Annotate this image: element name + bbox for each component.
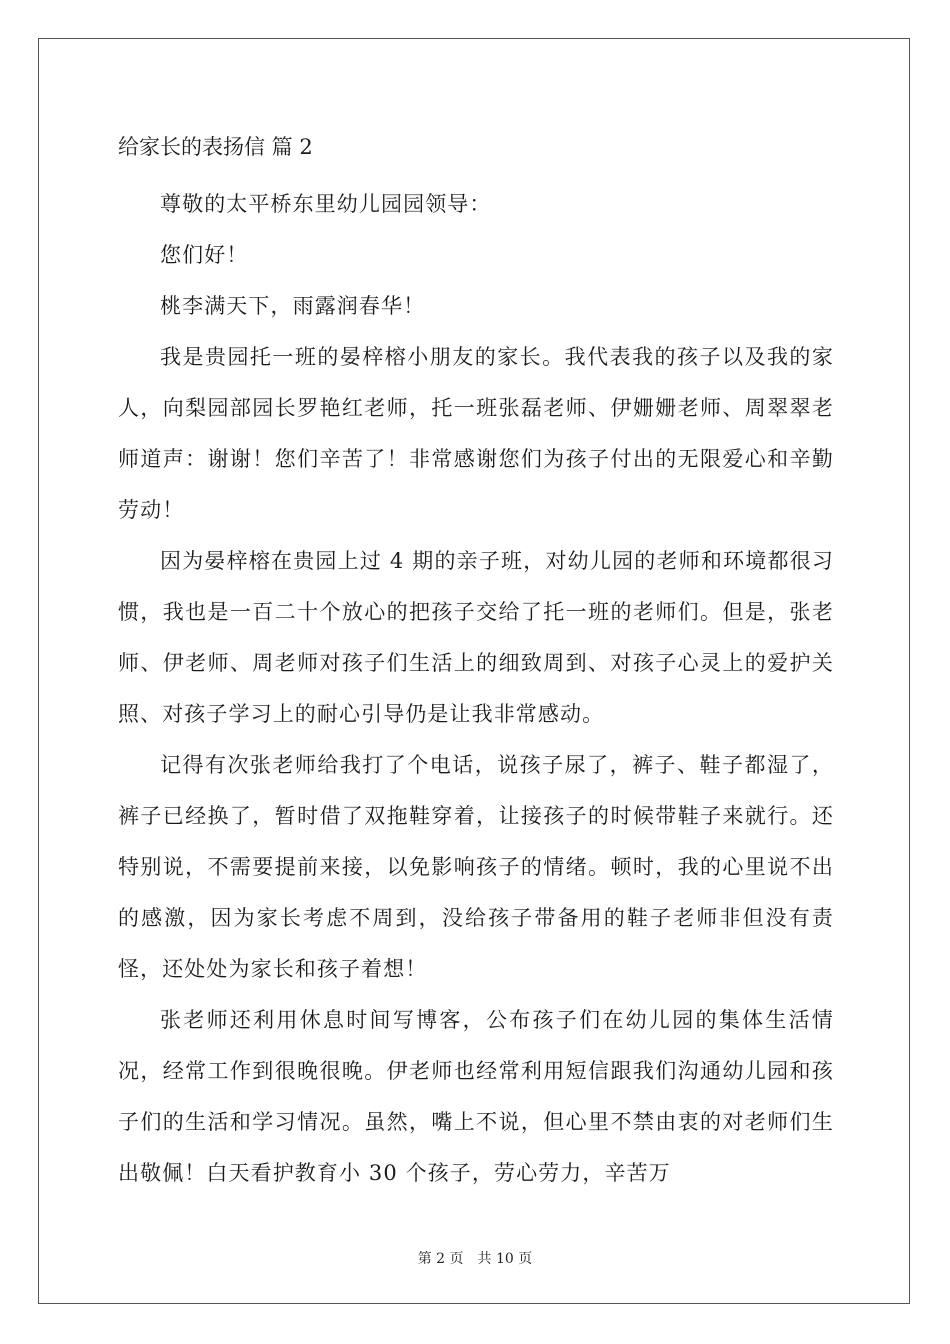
paragraph: 我是贵园托一班的晏梓榕小朋友的家长。我代表我的孩子以及我的家人，向梨园部园长罗艳红老师，托一班张磊老师、伊姗姗老师、周翠翠老师道声：谢谢！您们辛苦了！非常感谢您们为孩子付出的无限爱心和辛勤劳动！ xyxy=(118,345,834,522)
salutation: 尊敬的太平桥东里幼儿园园领导： xyxy=(160,192,492,216)
paragraph: 因为晏梓榕在贵园上过 4 期的亲子班，对幼儿园的老师和环境都很习惯，我也是一百二十个放心的把孩子交给了托一班的老师们。但是，张老师、伊老师、周老师对孩子们生活上的细致周到、对孩子心灵上的爱护关照、对孩子学习上的耐心引导仍是让我非常感动。 xyxy=(118,549,834,726)
document-body xyxy=(118,128,834,1199)
document-heading: 给家长的表扬信 篇 2 xyxy=(118,135,313,159)
paragraph: 记得有次张老师给我打了个电话，说孩子尿了，裤子、鞋子都湿了，裤子已经换了，暂时借了双拖鞋穿着，让接孩子的时候带鞋子来就行。还特别说，不需要提前来接，以免影响孩子的情绪。顿时，我的心里说不出的感激，因为家长考虑不周到，没给孩子带备用的鞋子老师非但没有责怪，还处处为家长和孩子着想！ xyxy=(118,753,834,981)
greeting: 您们好！ xyxy=(160,243,249,267)
page-number: 第 2 页 xyxy=(417,1251,464,1267)
paragraph: 张老师还利用休息时间写博客，公布孩子们在幼儿园的集体生活情况，经常工作到很晚很晚。伊老师也经常利用短信跟我们沟通幼儿园和孩子们的生活和学习情况。虽然，嘴上不说，但心里不禁由衷的对老师们生出敬佩！白天看护教育小 30 个孩子，劳心劳力，辛苦万 xyxy=(118,1008,834,1185)
page-footer xyxy=(0,1248,950,1268)
page-total: 共 10 页 xyxy=(477,1251,533,1267)
opening-line: 桃李满天下，雨露润春华！ xyxy=(160,294,426,318)
